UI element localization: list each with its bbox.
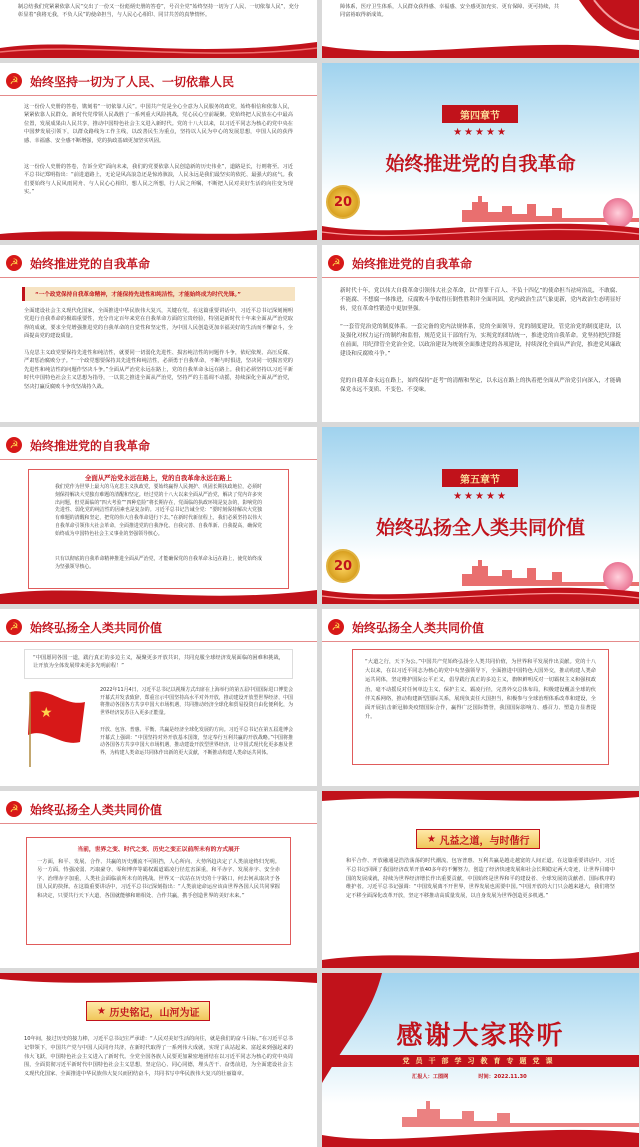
slide-11[interactable]	[0, 791, 317, 968]
party-emblem-icon: ☭	[328, 619, 344, 635]
header-divider	[0, 823, 317, 824]
slide-title: 始终推进党的自我革命	[30, 256, 151, 271]
subtitle-band: 党员干部学习教育专题党课	[322, 1055, 639, 1067]
section-tag-label: 历史铭记，山河为证	[109, 1007, 200, 1019]
stars-decoration: ★★★★★	[453, 127, 508, 138]
red-flag-decoration	[20, 687, 90, 767]
red-ribbon-decoration	[322, 214, 639, 240]
party-emblem-icon: ☭	[6, 437, 22, 453]
anniversary-badge: 20	[326, 549, 360, 583]
slide-title: 始终坚持一切为了人民、一切依靠人民	[30, 74, 235, 89]
slide-1[interactable]	[0, 0, 317, 58]
content-frame	[26, 837, 291, 945]
red-wave-decoration	[322, 32, 639, 58]
slide-header	[328, 617, 484, 637]
paragraph-1: 2022年11月4日，习近平总书记以视频方式出席在上海举行的第五届中国国际进口博览会开幕式并发表致辞，郑重宣示中国坚持高水平对外开放，推动建设开放型世界经济，中国将推动各国各方共享中国大市场机遇，共同推动经济全球化和贸易投资自由化便利化，为世界经济复苏注入更多正能量。	[100, 687, 293, 716]
frame-title: 当前，世界之变、时代之变、历史之变正以前所未有的方式展开	[77, 847, 240, 853]
slide-13[interactable]	[0, 973, 317, 1147]
slide-12[interactable]	[322, 791, 639, 968]
header-divider	[0, 277, 317, 278]
slide-2-text: 障体系，医疗卫生体系，人民群众获得感、幸福感、安全感更加充实、更有保障、更可持续，共同富裕取得新成效。	[340, 4, 559, 19]
slide-header	[6, 435, 150, 455]
red-wave-top-decoration	[0, 973, 317, 989]
frame-title: 全面从严治党永远在路上，党的自我革命永远在路上	[85, 474, 232, 482]
reporter-label: 汇报人：工图网	[412, 1074, 449, 1080]
paragraph-1: 这一份份人史册的答卷，镌刻着“一切依靠人民”。中国共产党是全心全意为人民服务的政党，始终相信和依靠人民，紧紧依靠人民群众。新时代党带领人民战胜了一系列重大风险挑战，党心民心空前凝聚。党始终把人民放在心中最高位置，发展成果由人民共享，推动中国特色社会主义进入新时代。党的十八大以来，以习近平同志为核心的党中央在中国梦发展引领下，以群众路线为工作主线，以改善民生为重点，坚持以人民为中心的发展思想，中国人民的获得感、幸福感、安全感不断增强，党的执政基础更加坚实巩固。	[24, 104, 293, 144]
quote-text: “中国愿同各国一道，践行真正的多边主义，凝聚更多开放共识，共同克服全球经济发展面临的困难和挑战，让开放为全体发展带来更多光明前程！”	[33, 655, 284, 670]
paragraph-1: “大道之行，天下为公。”中国共产党始终弘扬全人类共同价值，为世界和平发展作出贡献。党的十八大以来，在以习近平同志为核心的党中央坚强领导下，全面推进中国特色大国外交，推动构建人类命运共同体，坚定维护国际公平正义，倡导践行真正的多边主义，旗帜鲜明反对一切霸权主义和强权政治，毫不动摇反对任何单边主义、保护主义、霸凌行径，完善外交总体布局，积极建设覆盖全球的伙伴关系网络，推动构建新型国际关系，展现负责任大国担当，积极参与全球治理体系改革和建设，全面开展抗击新冠肺炎疫情国际合作，赢得广泛国际赞誉，我国国际影响力、感召力、塑造力显著提升。	[365, 659, 596, 721]
party-emblem-icon: ☭	[6, 619, 22, 635]
thank-you-title: 感谢大家聆听	[396, 1021, 565, 1051]
party-emblem-icon: ☭	[6, 255, 22, 271]
paragraph-3: 党的自我革命永远在路上，始终保持“赶考”的清醒和坚定，以永远在路上的执着把全面从严治党引向深入，才能确保党永远不变质、不变色、不变味。	[340, 378, 621, 393]
stars-decoration: ★★★★★	[453, 491, 508, 502]
content-frame	[352, 649, 609, 765]
paragraph-2: 只有以彻底的自我革命精神推进全面从严治党，才能确保党的自我革命永远在路上，使党始终成为坚强领导核心。	[55, 556, 262, 570]
red-wave-decoration	[0, 578, 317, 604]
slide-title: 始终推进党的自我革命	[352, 256, 473, 271]
slide-1-text: 制总结我们党紧紧依靠人民“交出了一份又一份彪炳史册的答卷”，号召全党“始终坚持一切为了人民、一切依靠人民”，充分彰显着“我将无我，不负人民”的使命担当，与人民心心相印、同甘共苦的真挚情怀。	[18, 4, 299, 19]
content-frame	[28, 469, 289, 589]
party-emblem-icon: ☭	[328, 255, 344, 271]
paragraph-2: “一套管党治党的制度体系。一套完备的党内法规体系，党的全面领导，党的制度建设，管党治党的制度建设，以及强化对权力运行的制约和监督，规范党员干部的行为，实现党的团结统一，推进党的自我革命。党坚持把纪律挺在前面，用纪律管全党治全党，以政治建设为统领全面推进党的各项建设，持续深化全面从严治党，推进党风廉政建设和反腐败斗争。”	[340, 324, 621, 357]
slide-title: 始终弘扬全人类共同价值	[352, 620, 485, 635]
party-emblem-icon: ☭	[6, 73, 22, 89]
slide-header	[328, 253, 472, 273]
paragraph-1: 一方面，和平、发展、合作、共赢的历史潮流不可阻挡，人心所向、大势所趋决定了人类前途终归光明。另一方面，恃强凌弱、巧取豪夺、零和博弈等霸权霸道霸凌行径危害深重，和平赤字、发展赤字、安全赤字、治理赤字加重，人类社会面临前所未有的挑战。世界又一次站在历史的十字路口，何去何从取决于各国人民的抉择。在这篇重要讲话中，习近平总书记深刻指出：“人类前途命运应该由世界各国人民共同掌握和决定，只要共行天下大道，各国就能够和睦相处、合作共赢，携手创造世界的美好未来。”	[37, 859, 280, 899]
slide-3[interactable]	[0, 63, 317, 240]
slide-2[interactable]	[322, 0, 639, 58]
red-ribbon-decoration	[322, 1121, 639, 1147]
slide-title: 始终推进党的自我革命	[30, 438, 151, 453]
quote-box	[24, 649, 293, 679]
slide-6[interactable]	[322, 245, 639, 422]
paragraph-1: 和平合作、开放融通是浩浩荡荡的时代潮流，包容普惠、互利共赢是越走越宽的人间正道。在这篇重要讲话中，习近平总书记回顾了我国经济改革开放40多年的不懈努力，创造了经济快速发展和社会长期稳定两大奇迹，让世界目睹中国的发展成就，持续为世界经济增长作出重要贡献，中国始终是世界和平的建设者、全球发展的贡献者、国际秩序的维护者。习近平总书记强调：“中国发展离不开世界，世界发展也需要中国。”中国开放的大门只会越来越大，我们将坚定不移全面深化改革开放，坚定不移推动高质量发展，以自身发展为世界创造更多机遇。”	[346, 858, 615, 900]
slide-5[interactable]	[0, 245, 317, 422]
slide-8-chapter-cover[interactable]	[322, 427, 639, 604]
party-emblem-icon: ☭	[6, 801, 22, 817]
slide-9[interactable]	[0, 609, 317, 786]
slide-header	[6, 799, 162, 819]
paragraph-2: 马克思主义政党要保持先进性和纯洁性，就要同一切弱化先进性、损害纯洁性的问题作斗争，依纪依规、高压反腐、严肃惩治腐败分子。“一个政党想要保持其先进性和纯洁性，必须勇于自我革命，不断与时俱进，坚决同一切损害党的先进性和纯洁性的问题作坚决斗争。”全面从严治党永远在路上，党的自我革命永远在路上。我们必须坚持以习近平新时代中国特色社会主义思想为指导，一以贯之推进全面从严治党，坚持严的主基调不动摇，持续深化全面从严治党，坚决打赢反腐败斗争攻坚战持久战。	[24, 350, 293, 390]
red-wave-decoration	[322, 942, 639, 968]
paragraph-2: 开放、包容、普惠、平衡、共赢是经济全球化发展的方向。习近平总书记在第五届进博会开幕式上强调：“中国坚持对外开放基本国策，坚定奉行互利共赢的开放战略。”中国将推动各国各方共享中国大市场机遇，推动建设开放型世界经济，让中国式现代化更多惠及世界，为构建人类命运共同体作出新的更大贡献，不断推动构建人类命运共同体。	[100, 727, 293, 756]
chapter-title: 始终弘扬全人类共同价值	[375, 517, 585, 539]
header-divider	[0, 459, 317, 460]
star-icon: ★	[427, 833, 440, 845]
chapter-label: 第四章节	[442, 105, 518, 123]
slide-header	[6, 617, 162, 637]
slide-title: 始终弘扬全人类共同价值	[30, 620, 163, 635]
paragraph-1: 10年间，接过历史的接力棒，习近平总书记庄严承诺：“人民对美好生活的向往，就是我们的奋斗目标。”在习近平总书记带领下，中国共产党与中国人民同舟共济，在新时代取得了一系列伟大成就，实现了从站起来、富起来到强起来的伟大飞跃，中国特色社会主义进入了新时代。全党全国各族人民要更加紧密地团结在以习近平同志为核心的党中央周围，全面贯彻习近平新时代中国特色社会主义思想，坚定信心、同心同德，埋头苦干、奋勇前进，为全面建设社会主义现代化国家、全面推进中华民族伟大复兴而团结奋斗，共同书写中华民族伟大复兴的壮丽篇章。	[24, 1036, 293, 1078]
paragraph-1: 新时代十年，党以伟大自我革命引领伟大社会革命，以“得罪千百人、不负十四亿”的使命担当祛疴治乱，不敢腐、不能腐、不想腐一体推进，反腐败斗争取得压倒性胜利并全面巩固，党内政治生活气象更新，党内政治生态明显好转，党在革命性锻造中更加坚强。	[340, 288, 621, 312]
slide-title: 始终弘扬全人类共同价值	[30, 802, 163, 817]
star-icon: ★	[97, 1005, 110, 1017]
header-divider	[322, 277, 639, 278]
paragraph-1: 全面建设社会主义现代化国家，全面推进中华民族伟大复兴，关键在党。在这篇重要讲话中，习近平总书记深刻阐明党进行自我革命的极端重要性，充分肯定百年来党在自我革命方面的宝贵经验，特别是新时代十年来全面从严治党取得的成就，要求全党增强推进党的自我革命的自觉性和坚定性，为中国人民创造更加幸福美好的生活而不懈奋斗，全面提高党的建设质量。	[24, 308, 293, 340]
meta-row	[412, 1073, 527, 1080]
paragraph-2: 这一份份人史册的答卷，告诉全党“面向未来，我们的党要依靠人民创造新的历史伟业”，道路是长，行则将至。习近平总书记郑明指出：“前进道路上，无论是风高浪急还是惊涛骇浪，人民永远是我们最坚实的依托、最强大的底气。我们要始终与人民风雨同舟、与人民心心相印，想人民之所想，行人民之所嘱，不断把人民对美好生活的向往变为现实。”	[24, 164, 293, 196]
slide-14-ending[interactable]	[322, 973, 639, 1147]
slide-7[interactable]	[0, 427, 317, 604]
red-ribbon-decoration	[322, 578, 639, 604]
paragraph-1: 我们党作为世界上最大的马克思主义执政党，要始终赢得人民拥护、巩固长期执政地位，必须时刻保持解决大党独有难题的清醒和坚定。经过党的十八大以来全面从严治党，解决了党内许多突出问题，但党面临的“四大考验”“四种危险”将长期存在，党面临的执政环境是复杂的，影响党的先进性、弱化党的纯洁性的因素也是复杂的。习近平总书记告诫全党：“要时刻保持解决大党独有难题的清醒和坚定，把党的伟大自我革命进行下去。”在新时代新征程上，我们必须坚持以伟大自我革命引领伟大社会革命，全面推进党的自我净化、自我完善、自我革新、自我提高，确保党始终成为中国特色社会主义事业的坚强领导核心。	[55, 484, 262, 537]
header-divider	[0, 641, 317, 642]
red-wave-decoration	[0, 226, 317, 240]
slide-header	[6, 253, 150, 273]
section-tag	[86, 1001, 210, 1021]
anniversary-badge: 20	[326, 185, 360, 219]
section-tag	[416, 829, 540, 849]
chapter-label: 第五章节	[442, 469, 518, 487]
date-label: 时间：2022.11.30	[478, 1074, 527, 1080]
slide-10[interactable]	[322, 609, 639, 786]
slide-header	[6, 71, 234, 91]
header-divider	[0, 95, 317, 96]
red-wave-decoration	[0, 32, 317, 58]
section-tag-label: 凡益之道，与时偕行	[439, 835, 530, 847]
red-wave-top-decoration	[322, 791, 639, 807]
svg-text:★: ★	[40, 705, 53, 721]
chapter-title: 始终推进党的自我革命	[385, 153, 576, 175]
quote-highlight: “一个政党保持自我革命精神，才能保持先进性和纯洁性，才能始终成为时代先锋。”	[22, 287, 295, 301]
slide-4-chapter-cover[interactable]	[322, 63, 639, 240]
header-divider	[322, 641, 639, 642]
